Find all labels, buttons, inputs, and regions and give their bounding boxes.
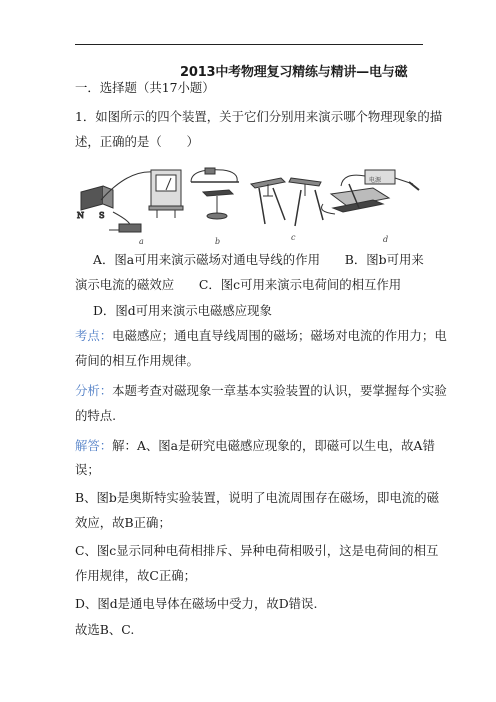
fenxi-line-1: 分析：本题考查对磁现象一章基本实验装置的认识，要掌握每个实验 bbox=[75, 383, 447, 398]
caption-d: d bbox=[383, 235, 389, 244]
jieda-line-2: 误； bbox=[75, 462, 100, 477]
answer-d-line: D、图d是通电导体在磁场中受力，故D错误. bbox=[75, 596, 318, 611]
kaodian-line-2: 荷间的相互作用规律。 bbox=[75, 353, 199, 368]
question-line-1: 1．如图所示的四个装置，关于它们分别用来演示哪个物理现象的描 bbox=[75, 109, 443, 124]
power-supply-label: 电源 bbox=[369, 177, 382, 184]
caption-b: b bbox=[215, 237, 221, 246]
jieda-line-1: 解答：解：A、图a是研究电磁感应现象的，即磁可以生电，故A错 bbox=[75, 438, 435, 453]
svg-text:N: N bbox=[77, 211, 84, 220]
section-heading: 一．选择题（共17小题） bbox=[75, 80, 215, 95]
options-line-3: D．图d可用来演示电磁感应现象 bbox=[93, 303, 272, 318]
answer-c-line-1: C、图c显示同种电荷相排斥、异种电荷相吸引，这是电荷间的相互 bbox=[75, 543, 439, 558]
options-line-1: A．图a可用来演示磁场对通电导线的作用 B．图b可用来 bbox=[93, 252, 424, 267]
figure-c bbox=[251, 178, 323, 226]
kaodian-label: 考点： bbox=[75, 328, 113, 343]
answer-b-line-2: 效应，故B正确； bbox=[75, 515, 171, 530]
answer-c-line-2: 作用规律，故C正确； bbox=[75, 568, 196, 583]
fenxi-line-2: 的特点. bbox=[75, 408, 117, 423]
jieda-label: 解答： bbox=[75, 438, 113, 453]
final-answer: 故选B、C. bbox=[75, 622, 135, 637]
caption-c: c bbox=[291, 233, 296, 242]
options-line-2: 演示电流的磁效应 C．图c可用来演示电荷间的相互作用 bbox=[75, 277, 402, 292]
answer-b-line-1: B、图b是奥斯特实验装置，说明了电流周围存在磁场，即电流的磁 bbox=[75, 490, 439, 505]
kaodian-line-1: 考点：电磁感应；通电直导线周围的磁场；磁场对电流的作用力；电 bbox=[75, 328, 447, 343]
document-title: 2013中考物理复习精练与精讲—电与磁 bbox=[180, 65, 408, 80]
question-line-2: 述，正确的是（ ） bbox=[75, 134, 199, 149]
figure-b bbox=[191, 168, 239, 219]
experiment-illustration bbox=[73, 164, 423, 246]
experiment-figure bbox=[73, 164, 423, 246]
header-rule bbox=[75, 44, 423, 45]
fenxi-label: 分析： bbox=[75, 383, 113, 398]
svg-text:S: S bbox=[99, 211, 105, 220]
caption-a: a bbox=[139, 237, 144, 246]
figure-a bbox=[77, 170, 183, 232]
